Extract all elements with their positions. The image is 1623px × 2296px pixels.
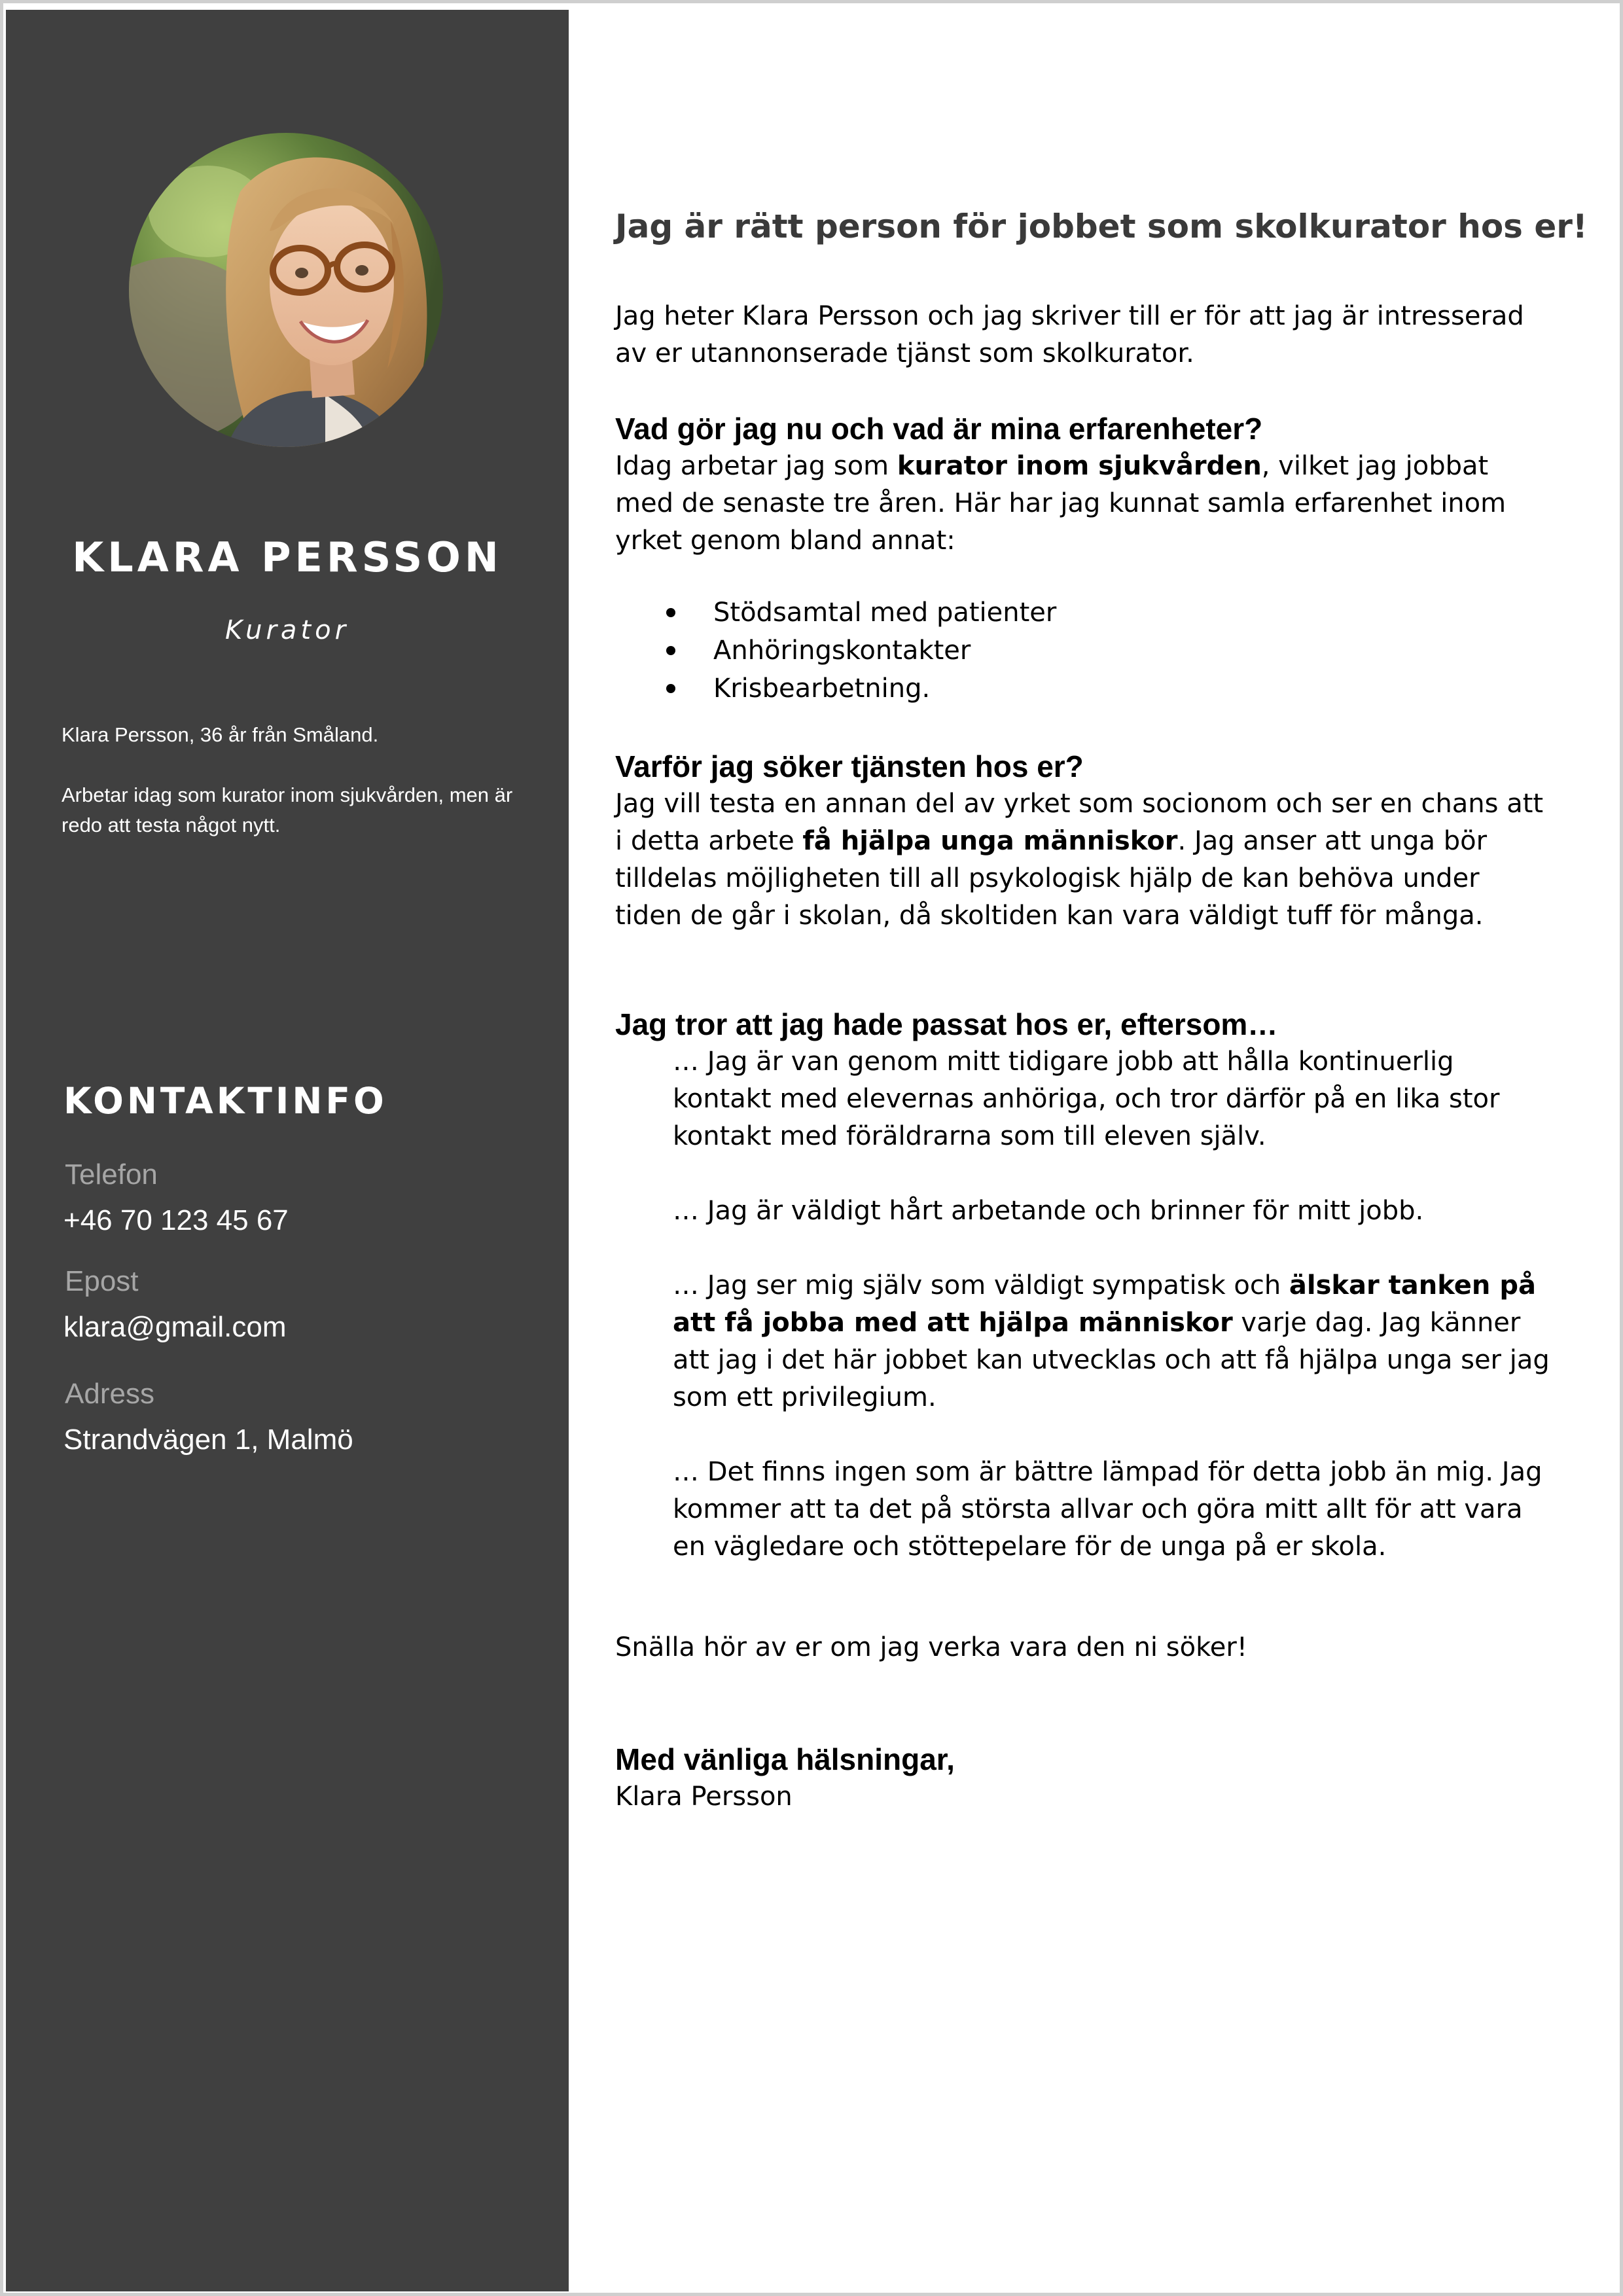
- reason-paragraph: … Det finns ingen som är bättre lämpad för detta jobb än mig. Jag kommer att ta det på största allvar och göra mitt allt för att vara en vägledare och stöttepelare för de unga på er skola.: [673, 1457, 1543, 1562]
- section-heading: Jag tror att jag hade passat hos er, eftersom…: [615, 1007, 1278, 1041]
- reason-paragraph: [673, 1267, 1551, 1416]
- opening-text: Jag heter Klara Persson och jag skriver till er för att jag är intresserad av er utannonserade tjänst som skolkurator.: [615, 301, 1524, 368]
- contact-heading: KONTAKTINFO: [63, 1080, 387, 1122]
- list-item-text: Krisbearbetning.: [713, 673, 931, 704]
- section-heading: Varför jag söker tjänsten hos er?: [615, 749, 1084, 783]
- list-item-text: Anhöringskontakter: [713, 636, 971, 666]
- address-label: Adress: [65, 1378, 154, 1410]
- experience-list: [615, 594, 1551, 708]
- reason-paragraph: … Jag är van genom mitt tidigare jobb att hålla kontinuerlig kontakt med elevernas anhöriga, och tror därför på en lika stor kontakt med föräldrarna som till eleven själv.: [673, 1047, 1500, 1151]
- profile-photo: [129, 133, 443, 447]
- letter-headline: Jag är rätt person för jobbet som skolkurator hos er!: [615, 207, 1588, 245]
- candidate-name: KLARA PERSSON: [72, 533, 503, 581]
- signature-block: [615, 1741, 1551, 1816]
- bold-text-run: älskar tanken på att få jobba med att hjälpa människor: [673, 1270, 1536, 1338]
- text-run: varje dag. Jag känner att jag i det här jobbet kan utvecklas och att få hjälpa unga ser jag som ett privilegium.: [673, 1308, 1550, 1412]
- phone-value: +46 70 123 45 67: [63, 1204, 289, 1236]
- bold-text-run: få hjälpa unga människor: [802, 826, 1178, 856]
- text-run: Idag arbetar jag som: [615, 451, 897, 481]
- list-item: [615, 594, 1551, 632]
- reason-paragraph: … Jag är väldigt hårt arbetande och brinner för mitt jobb.: [673, 1196, 1424, 1226]
- closing-text: Snälla hör av er om jag verka vara den ni söker!: [615, 1632, 1247, 1662]
- section-reasons: [615, 1006, 1551, 1566]
- phone-label: Telefon: [65, 1158, 158, 1191]
- section-heading: Vad gör jag nu och vad är mina erfarenheter?: [615, 412, 1263, 446]
- list-item-text: Stödsamtal med patienter: [713, 598, 1057, 628]
- section-text: [615, 448, 1551, 560]
- email-value: klara@gmail.com: [63, 1311, 287, 1343]
- list-item: [615, 670, 1551, 708]
- text-run: … Jag ser mig själv som väldigt sympatisk och: [673, 1270, 1289, 1300]
- section-text: [615, 785, 1551, 935]
- bold-text-run: kurator inom sjukvården: [897, 451, 1262, 481]
- bullet-icon: [666, 684, 675, 693]
- address-value: Strandvägen 1, Malmö: [63, 1424, 353, 1456]
- intro-line: Klara Persson, 36 år från Småland.: [62, 723, 379, 746]
- signature: Klara Persson: [615, 1782, 793, 1812]
- section-experience: [615, 410, 1551, 708]
- list-item: [615, 632, 1551, 670]
- candidate-role: Kurator: [224, 615, 350, 645]
- text-run: , vilket jag jobbat med de senaste tre åren. Här har jag kunnat samla erfarenhet inom yrket genom bland annat:: [615, 451, 1507, 556]
- bullet-icon: [666, 646, 675, 655]
- text-run: Jag vill testa en annan del av yrket som socionom och ser en chans att i detta arbete: [615, 789, 1544, 856]
- opening-paragraph: [615, 298, 1551, 372]
- bullet-icon: [666, 608, 675, 617]
- intro-line: Arbetar idag som kurator inom sjukvården, men är redo att testa något nytt.: [62, 783, 513, 836]
- section-motivation: [615, 748, 1551, 935]
- sidebar: [6, 10, 569, 2291]
- sidebar-intro: [62, 720, 533, 840]
- signoff: Med vänliga hälsningar,: [615, 1742, 955, 1776]
- closing-paragraph: [615, 1629, 1551, 1666]
- email-label: Epost: [65, 1265, 139, 1297]
- reasons-list: [615, 1043, 1551, 1566]
- text-run: . Jag anser att unga bör tilldelas möjligheten till all psykologisk hjälp de kan behöva under tiden de går i skolan, då skoltiden kan vara väldigt tuff för många.: [615, 826, 1488, 931]
